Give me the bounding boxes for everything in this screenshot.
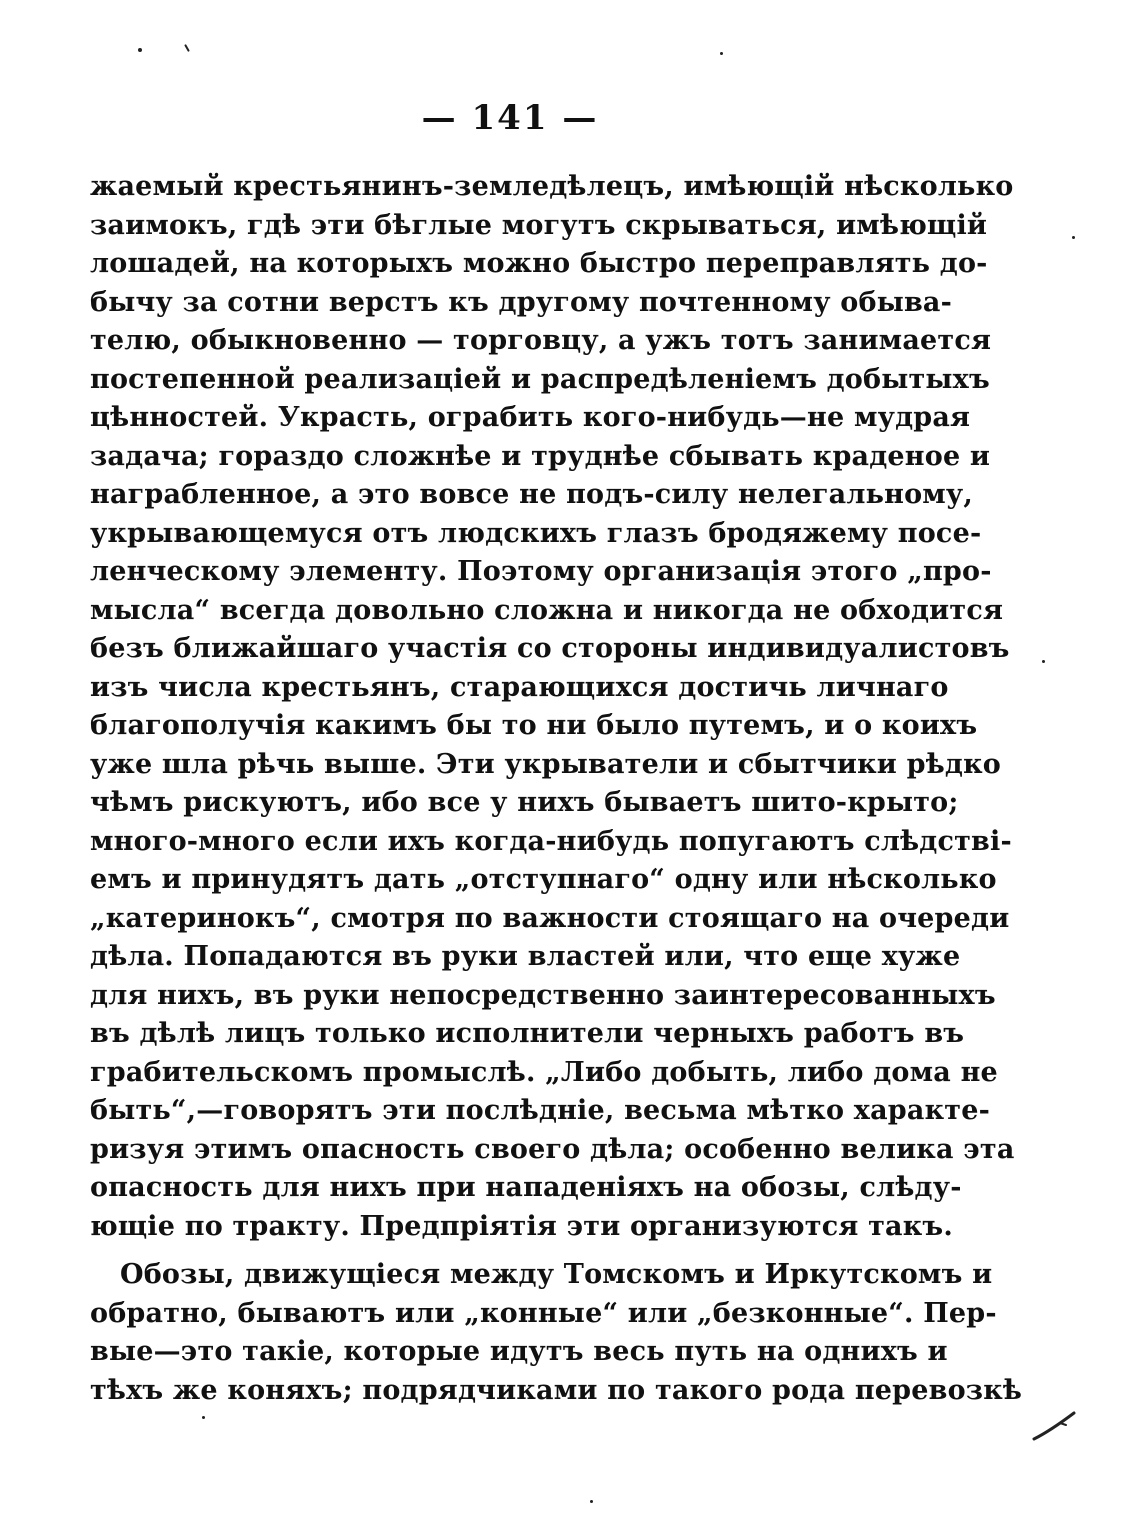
text-line: лошадей, на которыхъ можно быстро переправлять до- — [90, 248, 988, 279]
scan-speck — [184, 44, 190, 52]
text-line: обратно, бываютъ или „конные“ или „безконные“. Пер- — [90, 1297, 997, 1329]
text-line: безъ ближайшаго участія со стороны индивидуалистовъ — [90, 633, 1010, 664]
text-line: для нихъ, въ руки непосредственно заинтересованныхъ — [90, 979, 996, 1011]
scan-speck — [1042, 660, 1045, 663]
pen-stroke-mark — [1030, 1405, 1080, 1445]
text-line: заимокъ, гдѣ эти бѣглые могутъ скрываться, имѣющій — [90, 209, 988, 241]
text-line: ющіе по тракту. Предпріятія эти организуются такъ. — [90, 1210, 953, 1242]
text-line: чѣмъ рискуютъ, ибо все у нихъ бываетъ шито-крыто; — [90, 787, 959, 818]
scan-speck — [138, 48, 142, 52]
text-line: телю, обыкновенно — торговцу, а ужъ тотъ занимается — [90, 325, 992, 356]
text-line: укрывающемуся отъ людскихъ глазъ бродяжему посе- — [90, 517, 982, 549]
text-line: благополучія какимъ бы то ни было путемъ, и о коихъ — [90, 710, 978, 741]
paragraph-2 — [90, 1256, 1023, 1410]
text-line: постепенной реализаціей и распредѣленіемъ добытыхъ — [90, 363, 990, 395]
text-line: уже шла рѣчь выше. Эти укрыватели и сбытчики рѣдко — [90, 748, 1001, 780]
scan-speck — [202, 1416, 205, 1419]
text-line: емъ и принудятъ дать „отступнаго“ одну или нѣсколько — [90, 864, 997, 895]
paragraph-1 — [90, 168, 1015, 1246]
scan-speck — [1072, 236, 1075, 239]
text-line: мысла“ всегда довольно сложна и никогда не обходится — [90, 594, 1004, 626]
text-line: грабительскомъ промыслѣ. „Либо добыть, либо дома не — [90, 1056, 998, 1088]
page-number: — 141 — — [421, 98, 599, 138]
text-line: задача; гораздо сложнѣе и труднѣе сбывать краденое и — [90, 440, 991, 472]
text-line: бычу за сотни верстъ къ другому почтенному обыва- — [90, 286, 953, 318]
text-line: изъ числа крестьянъ, старающихся достичь личнаго — [90, 671, 949, 703]
text-line: ленческому элементу. Поэтому организація этого „про- — [90, 556, 992, 587]
text-line: награбленное, а это вовсе не подъ-силу нелегальному, — [90, 479, 974, 510]
scan-speck — [720, 52, 723, 55]
text-line: жаемый крестьянинъ-земледѣлецъ, имѣющій нѣсколько — [90, 171, 1014, 202]
text-line: „катеринокъ“, смотря по важности стоящаго на очереди — [90, 902, 1010, 934]
text-line: быть“,—говорятъ эти послѣдніе, весьма мѣтко характе- — [90, 1095, 990, 1126]
text-line: ризуя этимъ опасность своего дѣла; особенно велика эта — [90, 1133, 1015, 1165]
text-line: опасность для нихъ при нападеніяхъ на обозы, слѣду- — [90, 1172, 962, 1203]
text-line: дѣла. Попадаются въ руки властей или, что еще хуже — [90, 941, 961, 972]
paragraph-gap — [90, 1246, 928, 1256]
text-line: вые—это такіе, которые идутъ весь путь на однихъ и — [90, 1336, 948, 1367]
text-line: цѣнностей. Украсть, ограбить кого-нибудь—не мудрая — [90, 402, 971, 433]
scan-speck — [590, 1500, 593, 1503]
text-line: много-много если ихъ когда-нибудь попугаютъ слѣдстві- — [90, 825, 1012, 857]
text-line: въ дѣлѣ лицъ только исполнители черныхъ работъ въ — [90, 1018, 965, 1049]
text-line: тѣхъ же коняхъ; подрядчиками по такого рода перевозкѣ — [90, 1374, 1023, 1406]
body-text — [90, 168, 1023, 1410]
text-line: Обозы, движущіеся между Томскомъ и Иркутскомъ и — [120, 1259, 993, 1290]
